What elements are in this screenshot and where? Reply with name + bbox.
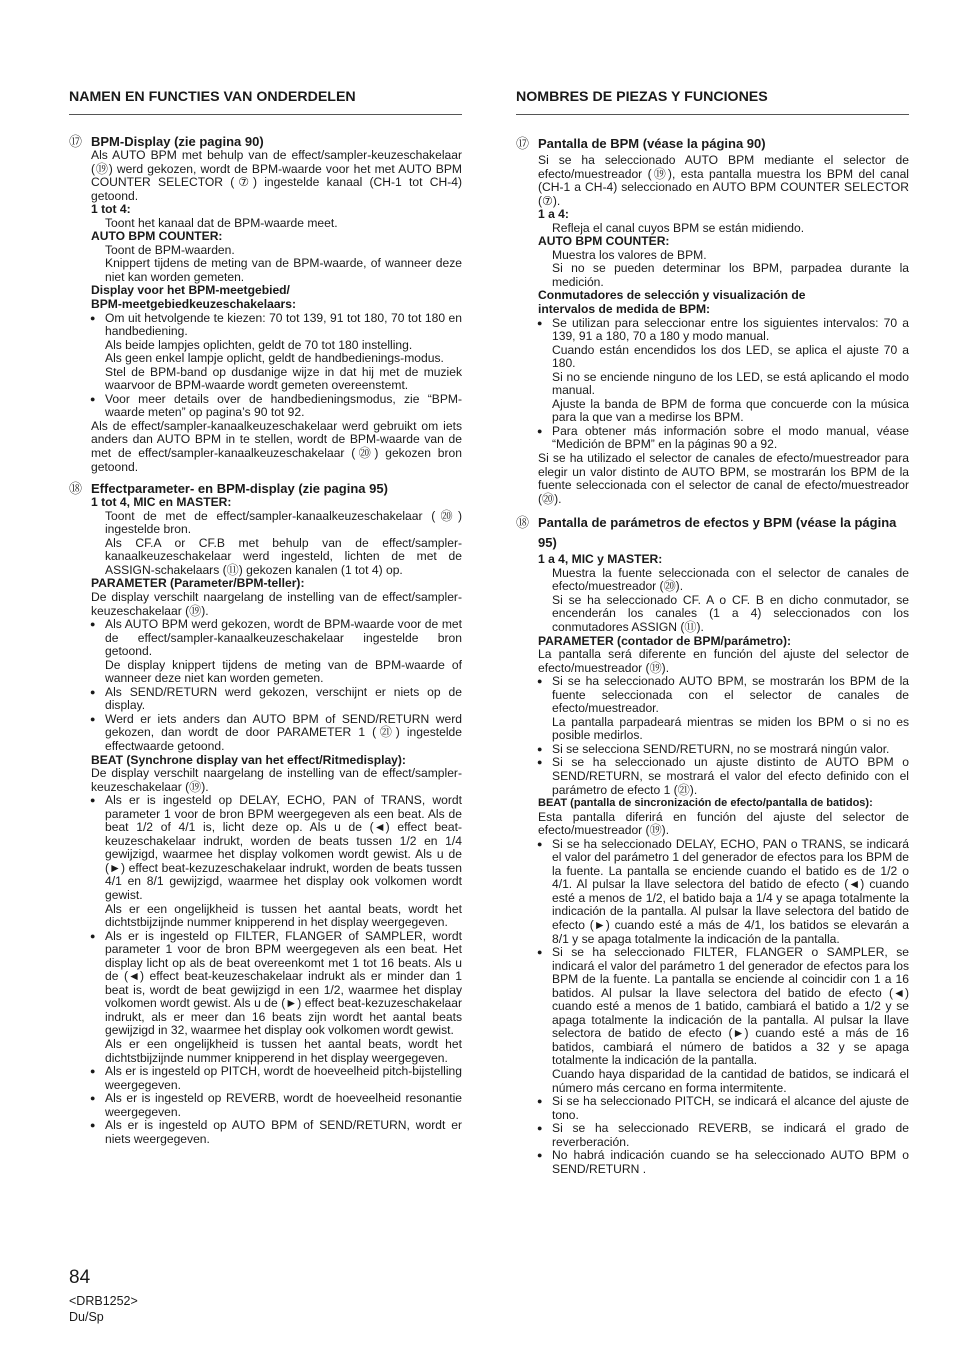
left-s18-number: ⑱ <box>69 481 83 497</box>
left-s17-heading <box>69 134 462 149</box>
left-s18-label-3: BEAT (Synchrone display van het effect/Ritmedisplay): <box>91 752 406 767</box>
left-s17-bullet-1-text-1: Als beide lampjes oplichten, geldt de 70 tot 180 instelling. <box>105 337 413 352</box>
left-s17-label-2: AUTO BPM COUNTER: <box>91 229 223 244</box>
right-s17-label-2: AUTO BPM COUNTER: <box>538 234 670 249</box>
right-s17-outro: Si se ha utilizado el selector de canales de efecto/muestreador para elegir un valor distinto de AUTO BPM, se mostrarán los BPM de la fuente seleccionada con el selector de canal de efecto/muestreador (⑳). <box>538 451 909 506</box>
left-s18-bullet-7: ● Als er is ingesteld op REVERB, wordt de hoeveelheid resonantie weergegeven. <box>69 1092 462 1119</box>
right-s17-intro: Si se ha seleccionado AUTO BPM mediante el selector de efecto/muestreador (⑲), esta pantalla muestra los BPM del canal (CH-1 a CH-4) seleccionado en AUTO BPM COUNTER SELECTOR (⑦). <box>538 153 909 208</box>
left-s17-bullet-1-text-2: Als geen enkel lampje oplicht, geldt de handbedienings-modus. <box>105 351 444 366</box>
left-s18-heading <box>69 481 462 496</box>
right-s18-bullet-2: ● Si se selecciona SEND/RETURN, no se mostrará ningún valor. <box>516 743 909 757</box>
left-s18-label-1-text-1: Toont de met de effect/sampler-kanaalkeuzeschakelaar (⑳) ingestelde bron. <box>105 508 462 537</box>
right-s18-label-3: BEAT (pantalla de sincronización de efecto/pantalla de batidos): <box>538 797 873 810</box>
left-s18-bullet-6: ● Als er is ingesteld op PITCH, wordt de hoeveelheid pitch-bijstelling weergegeven. <box>69 1065 462 1092</box>
right-s18-number: ⑱ <box>516 515 530 531</box>
left-s18-bullet-8: ● Als er is ingesteld op AUTO BPM of SEND/RETURN, wordt er niets weergegeven. <box>69 1119 462 1146</box>
right-s18-title: Pantalla de parámetros de efectos y BPM (véase la página 95) <box>538 515 897 551</box>
left-s17-intro: Als AUTO BPM met behulp van de effect/sampler-keuzeschakelaar (⑲) werd gekozen, wordt de BPM-waarde voor het met AUTO BPM COUNTER SELECTOR (⑦) ingestelde kanaal (CH-1 tot CH-4) getoond. <box>91 148 462 203</box>
right-s17-bullet-2: ● Para obtener más información sobre el modo manual, véase “Medición de BPM” en la páginas 90 a 92. <box>516 425 909 452</box>
left-s17-label-3a: Display voor het BPM-meetgebied/ <box>91 283 290 298</box>
right-s18-label-2: PARAMETER (contador de BPM/parámetro): <box>538 633 792 648</box>
left-s18-label-3-text: De display verschilt naargelang de instelling van de effect/sampler-keuzeschakelaar (⑲). <box>91 766 462 794</box>
left-s18-bullet-1-text: De display knippert tijdens de meting van de BPM-waarde of wanneer deze niet kan worden gemeten. <box>105 657 462 686</box>
right-s17-bullet-1-text-1: Cuando están encendidos los dos LED, se aplica el ajuste 70 a 180. <box>552 342 909 371</box>
right-s18-label-1-text-2: Si se ha seleccionado CF. A o CF. B en dicho conmutador, se encenderán los canales (1 a 4) seleccionados con los conmutadores ASSIGN (⑪). <box>552 592 909 634</box>
left-s17-bullet-1-text-3: Stel de BPM-band op dusdanige wijze in dat hij met de muziek waarvoor de BPM-waarde wordt gemeten overeenstemt. <box>105 364 462 393</box>
right-s17-title: Pantalla de BPM (véase la página 90) <box>538 136 766 151</box>
left-column <box>69 0 462 1260</box>
model-code: <DRB1252> <box>69 1294 138 1308</box>
left-s18-label-2: PARAMETER (Parameter/BPM-teller): <box>91 576 305 591</box>
right-s17-number: ⑰ <box>516 136 530 151</box>
left-s17-label-2-text-1: Toont de BPM-waarden. <box>105 242 235 257</box>
left-s17-number: ⑰ <box>69 134 83 149</box>
left-s18-bullet-2: ● Als SEND/RETURN werd gekozen, verschijnt er niets op de display. <box>69 686 462 713</box>
right-s18-bullet-8: ● No habrá indicación cuando se ha seleccionado AUTO BPM o SEND/RETURN . <box>516 1149 909 1176</box>
left-s17-label-3b: BPM-meetgebiedkeuzeschakelaars: <box>91 297 297 312</box>
left-s18-bullet-4: ● Als er is ingesteld op DELAY, ECHO, PAN of TRANS, wordt parameter 1 voor de bron BPM weergegeven als een beat. Als de beat 1/2 of 4/1 is, licht deze op. Als u de (◄) effect beat-keuzeschakelaar indrukt, worden de beats tussen 1/2 en 1/4 gewijzigd, waarmee het display volkomen wordt gewist. Als u de (►) effect beat-kezuzeschakelaar indrukt, worden de beats tussen 4/1 en 8/1 gewijzigd, waarmee het display ook volkomen wordt gewist. <box>69 794 462 902</box>
right-s18-bullet-1: ● Si se ha seleccionado AUTO BPM, se mostrarán los BPM de la fuente seleccionada con el selector de canales de efecto/muestreador. <box>516 675 909 716</box>
right-column <box>516 0 909 1260</box>
right-s18-bullet-4: ● Si se ha seleccionado DELAY, ECHO, PAN o TRANS, se indicará el valor del parámetro 1 del generador de efectos para los BPM de la fuente. La pantalla se enciende cuando el batido es de 1/2 o 4/1. Al pulsar la llave selectora del batido de efecto (◄) cuando esté a menos de 1/2, el batido baja a 1/4 y se apaga totalmente la indicación de la pantalla. Al pulsar la llave selectora del batido de efecto (►) cuando esté a más de 4/1, los batidos se elevarán a 8/1 y se apaga totalmente la indicación de la pantalla. <box>516 838 909 946</box>
left-s17-label-2-text-2: Knippert tijdens de meting van de BPM-waarde, of wanneer deze niet kan worden gemeten. <box>105 256 462 284</box>
right-s17-label-2-text-1: Muestra los valores de BPM. <box>552 247 707 262</box>
left-s17-outro: Als de effect/sampler-kanaalkeuzeschakelaar werd gebruikt om iets anders dan AUTO BPM in te stellen, wordt de BPM-waarde van de met de effect/sampler-kanaalkeuzeschakelaar (⑳) gekozen bron getoond. <box>91 418 462 474</box>
right-s18-bullet-7: ● Si se ha seleccionado REVERB, se indicará el grado de reverberación. <box>516 1122 909 1149</box>
left-s18-bullet-3: ● Werd er iets anders dan AUTO BPM of SEND/RETURN werd gekozen, dan wordt de door PARAMETER 1 (㉑) ingestelde effectwaarde getoond. <box>69 713 462 754</box>
left-s18-label-1: 1 tot 4, MIC en MASTER: <box>91 495 232 510</box>
right-s18-heading <box>516 513 909 553</box>
right-s18-label-1: 1 a 4, MIC y MASTER: <box>538 552 663 567</box>
right-section-header: NOMBRES DE PIEZAS Y FUNCIONES <box>516 88 909 115</box>
left-s17-label-1-text: Toont het kanaal dat de BPM-waarde meet. <box>105 215 338 230</box>
left-s18-bullet-4-text: Als er een ongelijkheid is tussen het aantal beats, wordt het dichtstbijzijnde nummer knipperend in het display weergegeven. <box>105 901 462 930</box>
left-s18-bullet-5: ● Als er is ingesteld op FILTER, FLANGER of SAMPLER, wordt parameter 1 voor de bron BPM weergegeven als een beat. Het display licht op als de beat overeenkomt met 1 tot 16 beats. Als u de (◄) effect beat-keuzeschakelaar indrukt als er minder dan 1 beat is, wordt de beat gewijzigd in een 1/2, waarmee het display volkomen wordt gewist. Als u de (►) effect beat-kezuzeschakelaar indrukt, als er meer dan 16 beats zijn wordt het aantal beats gewijzigd in 32, waarmee het display ook volkomen wordt gewist. <box>69 930 462 1038</box>
right-content <box>516 134 909 1176</box>
right-s17-label-3a: Conmutadores de selección y visualización de <box>538 288 806 303</box>
right-s18-label-2-text: La pantalla será diferente en función del ajuste del selector de efecto/muestreador (⑲). <box>538 647 909 675</box>
left-s17-label-1: 1 tot 4: <box>91 202 131 217</box>
left-s18-bullet-1: ● Als AUTO BPM werd gekozen, wordt de BPM-waarde voor de met de effect/sampler-kanaalkeuzeschakelaar ingestelde bron getoond. <box>69 618 462 659</box>
left-s17-title: BPM-Display (zie pagina 90) <box>91 134 264 149</box>
left-s18-label-2-text: De display verschilt naargelang de instelling van de effect/sampler-keuzeschakelaar (⑲). <box>91 589 462 618</box>
left-s18-label-1-text-2: Als CF.A or CF.B met behulp van de effect/sampler-kanaalkeuzeschakelaar werd ingesteld, lichten de met de ASSIGN-schakelaars (⑪) gekozen kanalen (1 tot 4) op. <box>105 535 462 577</box>
page-number: 84 <box>69 1267 91 1288</box>
left-content <box>69 134 462 1146</box>
right-s17-label-2-text-2: Si no se pueden determinar los BPM, parpadea durante la medición. <box>552 261 909 289</box>
left-s17-bullet-2: ● Voor meer details over de handbedieningsmodus, zie “BPM-waarde meten” op pagina’s 90 tot 92. <box>69 393 462 420</box>
right-s17-bullet-1-text-3: Ajuste la banda de BPM de forma que concuerde con la música para la que van a medirse los BPM. <box>552 396 909 425</box>
left-s18-title: Effectparameter- en BPM-display (zie pagina 95) <box>91 481 388 497</box>
right-s17-heading <box>516 134 909 154</box>
right-s18-bullet-5: ● Si se ha seleccionado FILTER, FLANGER o SAMPLER, se indicará el valor del parámetro 1 del generador de efectos para los BPM de la fuente. La pantalla se enciende al coincidir con 1 a 16 batidos. Al pulsar la llave selectora del batido de efecto (◄) cuando esté a menos de 1 batido, cambiará el batido a 1/2 y se apaga totalmente la indicación de la pantalla. Al pulsar la llave selectora de batido de efecto (►) cuando esté a más de 16 batidos, cambiará el número de batidos a 32 y se apaga totalmente la indicación de la pantalla. <box>516 946 909 1068</box>
right-s17-label-1: 1 a 4: <box>538 207 569 222</box>
right-s17-bullet-1: ● Se utilizan para seleccionar entre los siguientes intervalos: 70 a 139, 91 a 180, 70 a 180 y modo manual. <box>516 317 909 344</box>
left-s17-bullet-1: ● Om uit hetvolgende te kiezen: 70 tot 139, 91 tot 180, 70 tot 180 en handbediening. <box>69 312 462 339</box>
right-s18-bullet-5-text: Cuando haya disparidad de la cantidad de batidos, se indicará el número más cercano en forma intermitente. <box>552 1067 909 1095</box>
language-code: Du/Sp <box>69 1310 104 1324</box>
right-s18-label-1-text-1: Muestra la fuente seleccionada con el selector de canales de efecto/muestreador (⑳). <box>552 565 909 594</box>
right-s18-bullet-1-text: La pantalla parpadeará mientras se miden los BPM o si no es posible medirlos. <box>552 714 909 743</box>
right-s18-label-3-text: Esta pantalla diferirá en función del ajuste del selector de efecto/muestreador (⑲). <box>538 809 909 838</box>
right-s18-bullet-6: ● Si se ha seleccionado PITCH, se indicará el alcance del ajuste de tono. <box>516 1095 909 1122</box>
right-s17-label-1-text: Refleja el canal cuyos BPM se están midiendo. <box>552 220 805 235</box>
right-s17-label-3b: intervalos de medida de BPM: <box>538 302 711 317</box>
right-s17-bullet-1-text-2: Si no se enciende ninguno de los LED, se está aplicando el modo manual. <box>552 369 909 398</box>
left-s18-bullet-5-text: Als er een ongelijkheid is tussen het aantal beats, wordt het dichtstbijzijnde nummer knipperend in het display weergegeven. <box>105 1037 462 1065</box>
right-s18-bullet-3: ● Si se ha seleccionado un ajuste distinto de AUTO BPM o SEND/RETURN, se mostrará el valor del efecto definido con el parámetro de efecto 1 (㉑). <box>516 756 909 797</box>
left-section-header: NAMEN EN FUNCTIES VAN ONDERDELEN <box>69 88 462 115</box>
